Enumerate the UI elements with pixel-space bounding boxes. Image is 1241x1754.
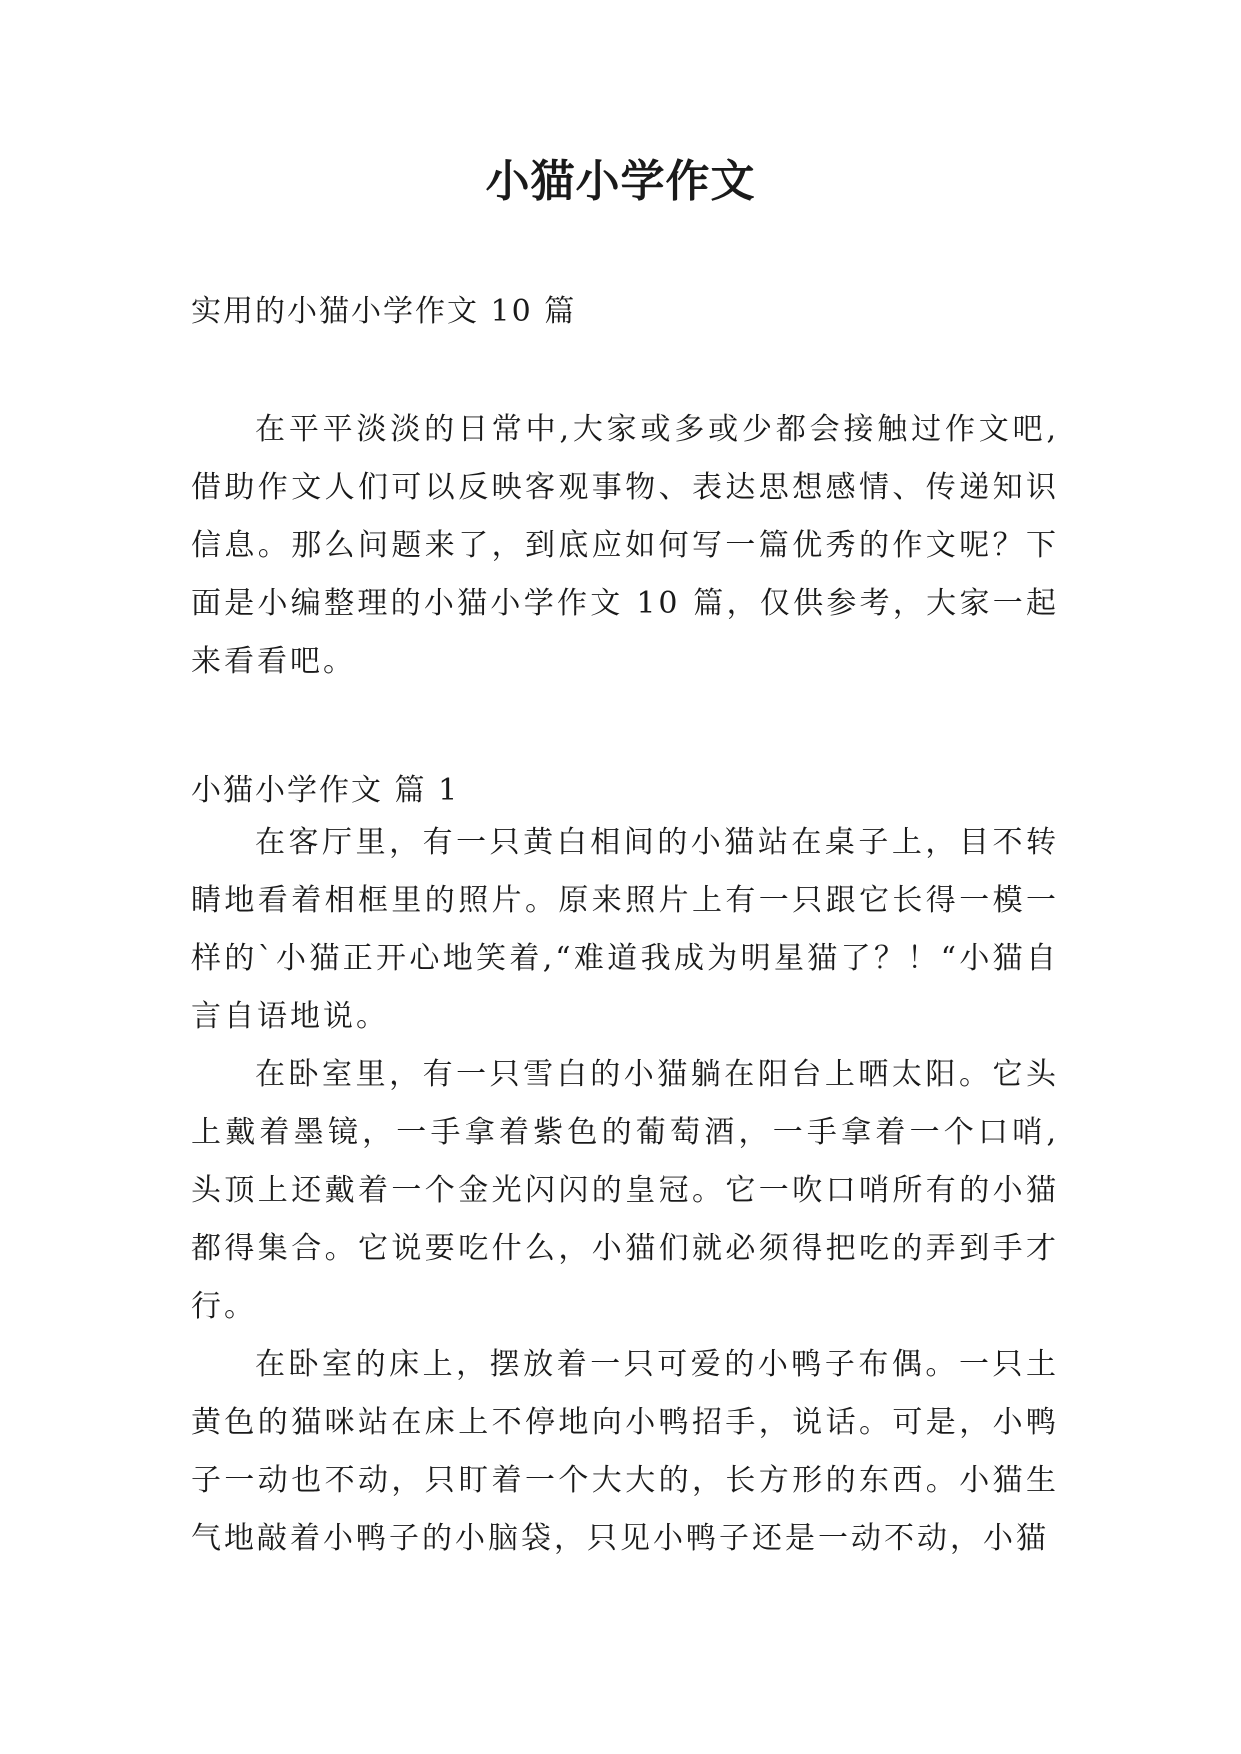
intro-paragraph: 在平平淡淡的日常中,大家或多或少都会接触过作文吧,借助作文人们可以反映客观事物、表达思想感情、传递知识信息。那么问题来了，到底应如何写一篇优秀的作文呢？下面是小编整理的小猫小学作文 10 篇，仅供参考，大家一起来看看吧。 [191, 412, 1059, 679]
body-paragraph: 在卧室里，有一只雪白的小猫躺在阳台上晒太阳。它头上戴着墨镜，一手拿着紫色的葡萄酒，一手拿着一个口哨,头顶上还戴着一个金光闪闪的皇冠。它一吹口哨所有的小猫都得集合。它说要吃什么，小猫们就必须得把吃的弄到手才行。 [191, 1057, 1059, 1324]
body-paragraph: 在卧室的床上，摆放着一只可爱的小鸭子布偶。一只土黄色的猫咪站在床上不停地向小鸭招手，说话。可是，小鸭子一动也不动，只盯着一个大大的，长方形的东西。小猫生气地敲着小鸭子的小脑袋，只见小鸭子还是一动不动，小猫 [191, 1347, 1059, 1556]
intro-block [191, 401, 1059, 691]
document-subtitle: 实用的小猫小学作文 10 篇 [191, 294, 577, 329]
section-heading: 小猫小学作文 篇 1 [191, 773, 460, 808]
section-body [191, 814, 1059, 1568]
body-paragraph: 在客厅里，有一只黄白相间的小猫站在桌子上，目不转睛地看着相框里的照片。原来照片上有一只跟它长得一模一样的`小猫正开心地笑着,“难道我成为明星猫了？！“小猫自言自语地说。 [191, 825, 1059, 1034]
document-title: 小猫小学作文 [485, 156, 756, 207]
